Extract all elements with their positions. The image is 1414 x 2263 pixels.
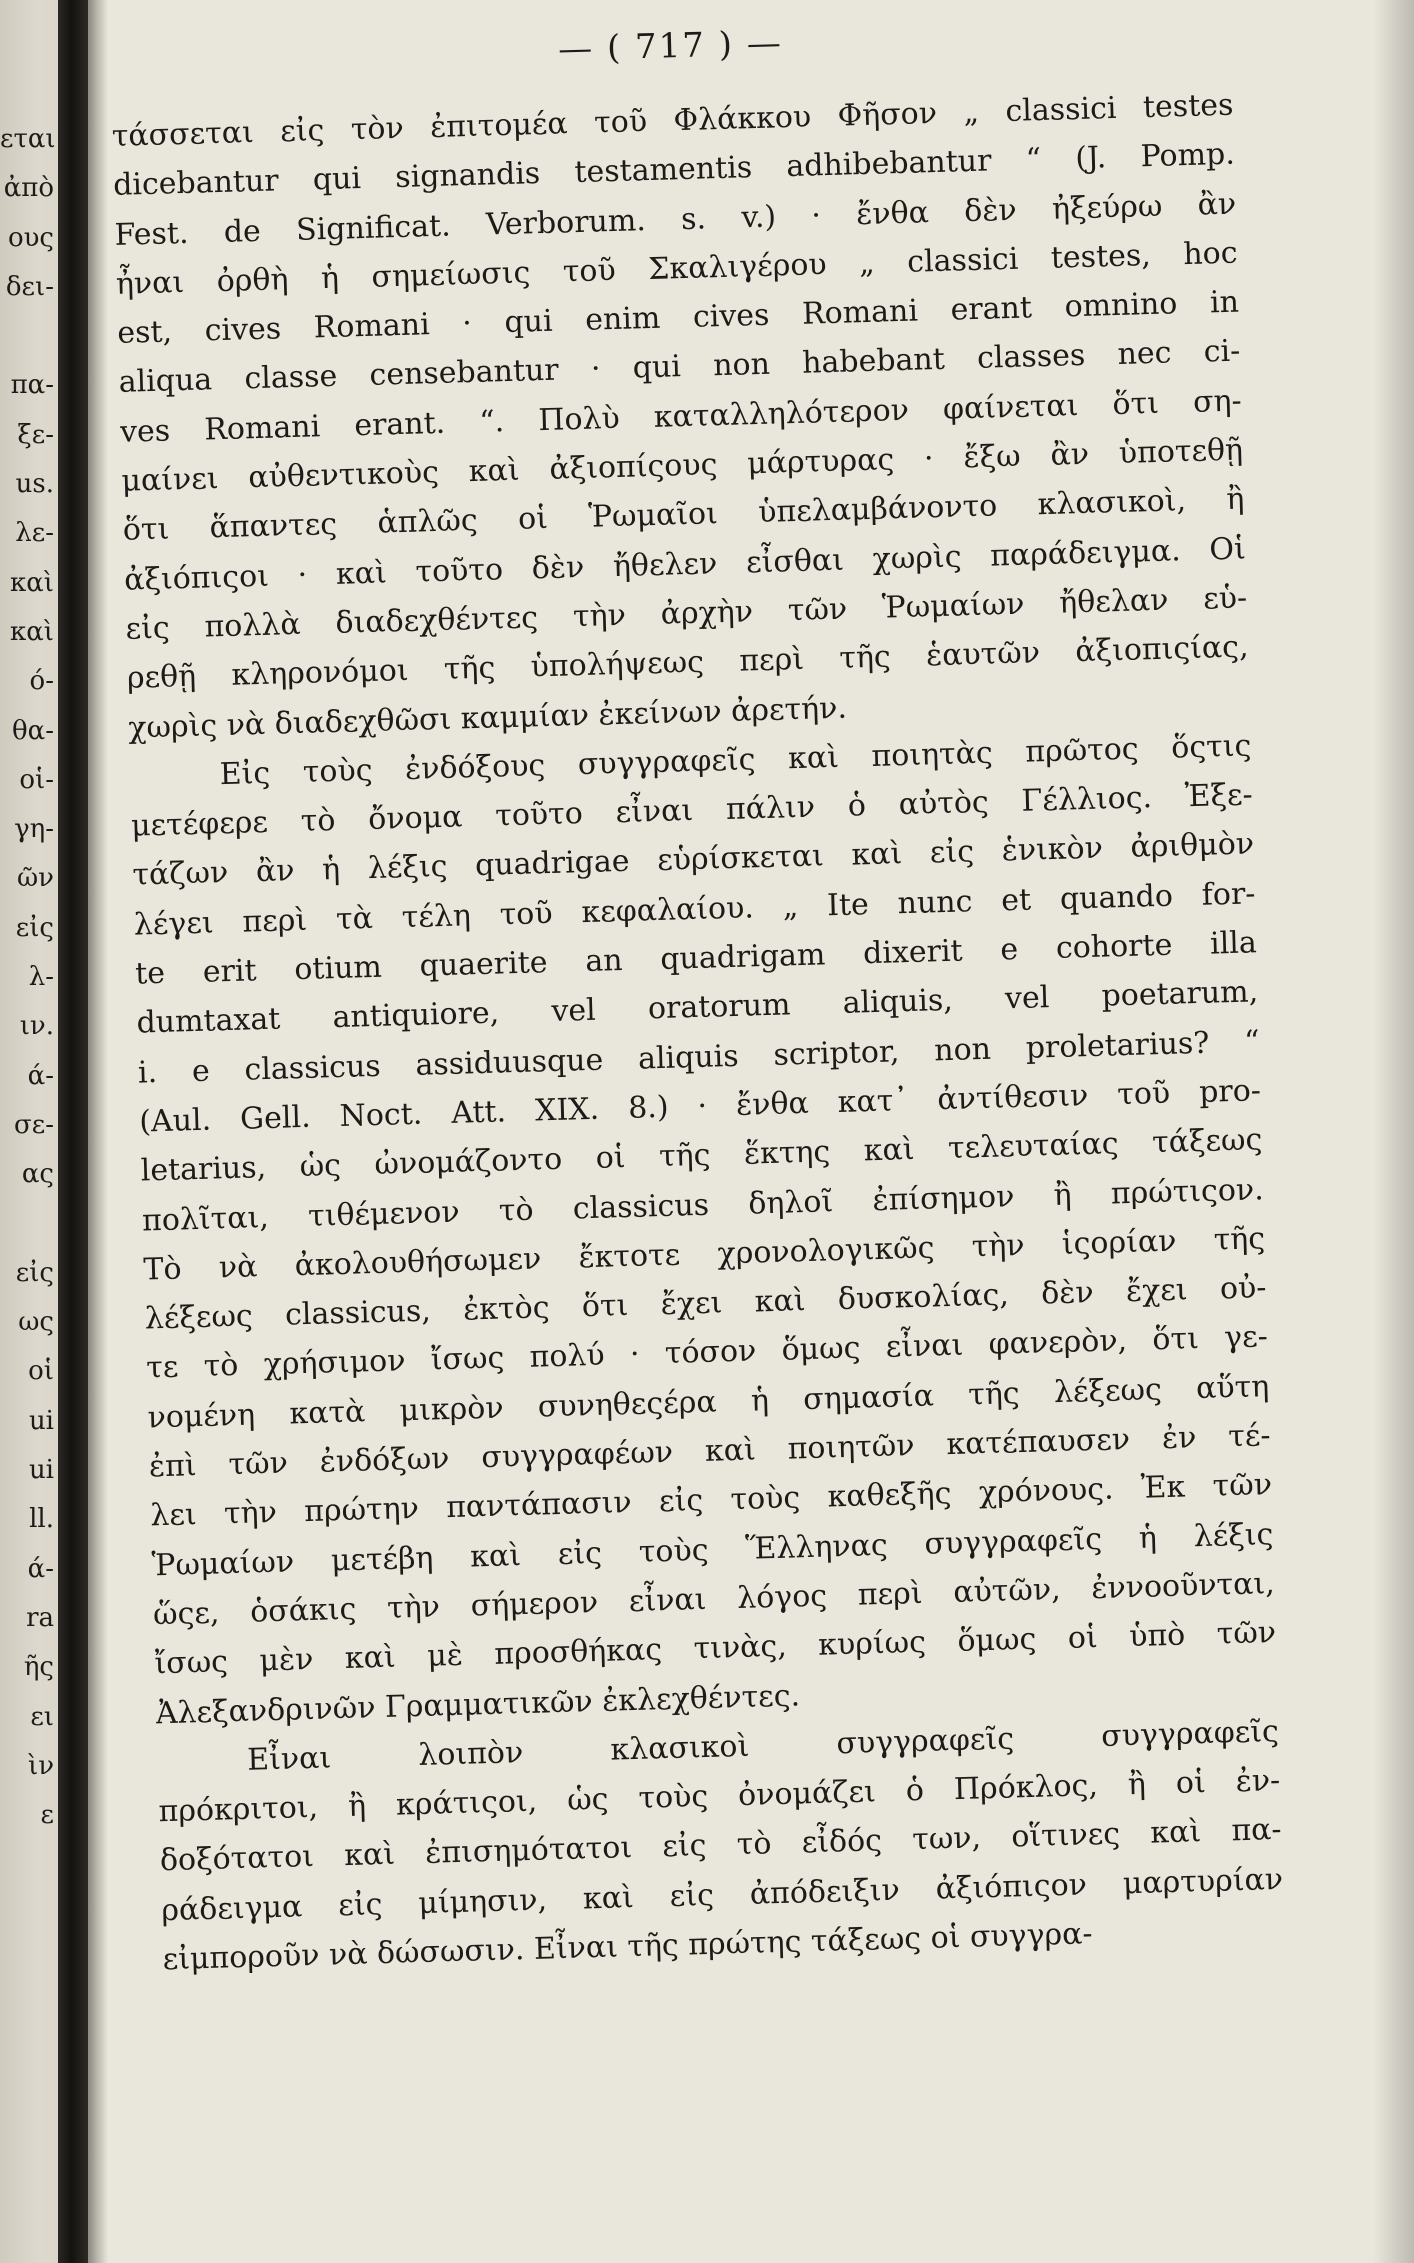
- prev-page-fragment: εἰς: [15, 1257, 54, 1288]
- text-line: ὥςε, ὁσάκις τὴν σήμερον εἶναι λόγος περὶ αὐτῶν, ἐννοοῦνται,: [152, 1565, 1276, 1633]
- text-line: (Aul. Gell. Noct. Att. XIX. 8.) · ἔνθα κατ᾽ ἀντίθεσιν τοῦ pro-: [138, 1073, 1262, 1140]
- text-line: Ῥωμαίων μετέβη καὶ εἰς τοὺς Ἕλληνας συγγραφεῖς ἡ λέξις: [151, 1516, 1274, 1583]
- prev-page-fragment: οἱ: [28, 1356, 54, 1387]
- page-717: [108, 0, 1293, 2262]
- prev-page-fragment: ἀπὸ: [3, 173, 54, 204]
- prev-page-fragment: ό-: [29, 666, 54, 697]
- prev-page-fragment: us.: [15, 469, 54, 500]
- text-line: λέξεως classicus, ἐκτὸς ὅτι ἔχει καὶ δυσκολίας, δὲν ἔχει οὐ-: [144, 1270, 1267, 1337]
- text-line: Εἰς τοὺς ἐνδόξους συγγραφεῖς καὶ ποιητὰς πρῶτος ὅςτις: [219, 728, 1252, 793]
- text-line: dumtaxat antiquiore, vel oratorum aliquis, vel poetarum,: [136, 974, 1259, 1041]
- prev-page-fragment: ας: [21, 1159, 54, 1190]
- prev-page-fragment: καὶ: [9, 616, 54, 647]
- text-line: λέγει περὶ τὰ τέλη τοῦ κεφαλαίου. „ Ite nunc et quando for-: [133, 876, 1256, 943]
- text-line: ἴσως μὲν καὶ μὲ προσθήκας τινὰς, κυρίως ὅμως οἱ ὑπὸ τῶν: [153, 1615, 1277, 1682]
- text-line: μαίνει αὐθεντικοὺς καὶ ἀξιοπίςους μάρτυρας · ἔξω ἂν ὑποτεθῇ: [120, 432, 1244, 499]
- prev-page-fragment: εἰς: [15, 912, 54, 943]
- prev-page-fragment: [0, 1200, 56, 1249]
- prev-page-fragment: λ-: [28, 962, 54, 993]
- text-line: Ἀλεξανδρινῶν Γραμματικῶν ἐκλεχθέντες.: [155, 1677, 801, 1731]
- prev-page-fragment: γη-: [14, 814, 54, 845]
- text-line: ὅτι ἅπαντες ἁπλῶς οἱ Ῥωμαῖοι ὑπελαμβάνοντο κλασικοὶ, ἢ: [122, 481, 1245, 549]
- text-line: εἰς πολλὰ διαδεχθέντες τὴν ἀρχὴν τῶν Ῥωμαίων ἤθελαν εὑ-: [125, 580, 1248, 647]
- text-line: πρόκριτοι, ἢ κράτιςοι, ὡς τοὺς ὀνομάζει ὁ Πρόκλος, ἢ οἱ ἐν-: [158, 1763, 1281, 1830]
- prev-page-fragment: ξε-: [17, 419, 54, 450]
- gutter-shadow: [88, 0, 108, 2263]
- prev-page-fragment: ll.: [29, 1504, 54, 1535]
- text-line: est, cives Romani · qui enim cives Romani erant omnino in: [116, 284, 1240, 352]
- text-line: letarius, ὡς ὠνομάζοντο οἱ τῆς ἕκτης καὶ τελευταίας τάξεως: [140, 1122, 1263, 1189]
- prev-page-fragment: δει-: [5, 271, 54, 302]
- text-line: Fest. de Significat. Verborum. s. v.) · ἔνθα δὲν ἠξεύρω ἂν: [114, 186, 1237, 253]
- text-line: Τὸ νὰ ἀκολουθήσωμεν ἔκτοτε χρονολογικῶς τὴν ἱςορίαν τῆς: [142, 1221, 1266, 1288]
- text-line: τε τὸ χρήσιμον ἴσως πολύ · τόσον ὅμως εἶναι φανερὸν, ὅτι γε-: [145, 1319, 1269, 1386]
- book-gutter: [58, 0, 88, 2263]
- prev-page-fragment: ει: [30, 1701, 54, 1732]
- text-line: νομένη κατὰ μικρὸν συνηθεςέρα ἡ σημασία τῆς λέξεως αὕτη: [147, 1368, 1270, 1436]
- text-line: aliqua classe censebantur · qui non habebant classes nec ci-: [118, 334, 1241, 401]
- text-line: ves Romani erant. “. Πολὺ καταλληλότερον φαίνεται ὅτι ση-: [119, 383, 1243, 450]
- body-text: [111, 81, 1285, 1985]
- text-line: dicebantur qui signandis testamentis adhibebantur “ (J. Pomp.: [112, 136, 1236, 204]
- text-line: χωρὶς νὰ διαδεχθῶσι καμμίαν ἐκείνων ἀρετήν.: [127, 690, 848, 746]
- prev-page-fragment: ως: [18, 1307, 54, 1338]
- text-line: τάσσεται εἰς τὸν ἐπιτομέα τοῦ Φλάκκου Φῆσον „ classici testes: [111, 87, 1234, 154]
- prev-page-fragment: ιν.: [19, 1011, 54, 1042]
- prev-page-fragment: ui: [28, 1405, 54, 1436]
- prev-page-fragment: λε-: [15, 518, 54, 549]
- text-line: πολῖται, τιθέμενον τὸ classicus δηλοῖ ἐπίσημον ἢ πρώτιςον.: [141, 1171, 1265, 1239]
- text-line: δοξότατοι καὶ ἐπισημότατοι εἰς τὸ εἶδός των, οἵτινες καὶ πα-: [159, 1812, 1283, 1879]
- prev-page-fragment: ους: [7, 222, 54, 253]
- prev-page-fragment: ά-: [27, 1060, 54, 1091]
- prev-page-fragment: σε-: [13, 1109, 54, 1140]
- prev-page-fragment: ῶν: [16, 863, 54, 894]
- right-margin-shadow: [1374, 0, 1414, 2263]
- prev-page-fragment: καὶ: [9, 567, 54, 598]
- text-line: te erit otium quaerite an quadrigam dixerit e cohorte illa: [134, 925, 1258, 992]
- prev-page-fragment: ῆς: [23, 1652, 54, 1683]
- prev-page-fragment: [0, 312, 56, 361]
- prev-page-fragment: ά-: [27, 1553, 54, 1584]
- text-line: ρεθῇ κληρονόμοι τῆς ὑπολήψεως περὶ τῆς ἑαυτῶν ἀξιοπιςίας,: [126, 629, 1250, 696]
- text-line: τάζων ἂν ἡ λέξις quadrigae εὑρίσκεται καὶ εἰς ἑνικὸν ἀριθμὸν: [131, 826, 1255, 894]
- text-line: i. e classicus assiduusque aliquis scriptor, non proletarius? “: [137, 1023, 1261, 1091]
- text-line: ράδειγμα εἰς μίμησιν, καὶ εἰς ἀπόδειξιν ἀξιόπιςον μαρτυρίαν: [160, 1861, 1284, 1928]
- prev-page-fragment: ε: [40, 1800, 54, 1831]
- text-line: ἀξιόπιςοι · καὶ τοῦτο δὲν ἤθελεν εἶσθαι χωρὶς παράδειγμα. Οἱ: [123, 531, 1247, 598]
- text-line: μετέφερε τὸ ὄνομα τοῦτο εἶναι πάλιν ὁ αὐτὸς Γέλλιος. Ἐξε-: [130, 777, 1254, 844]
- text-line: ἦναι ὀρθὴ ἡ σημείωσις τοῦ Σκαλιγέρου „ classici testes, hoc: [115, 235, 1238, 302]
- text-line: εἰμποροῦν νὰ δώσωσιν. Εἶναι τῆς πρώτης τάξεως οἱ συγγρα-: [162, 1916, 1093, 1978]
- page-header: — ( 717 ) —: [557, 23, 784, 70]
- prev-page-fragment: εται: [0, 124, 56, 154]
- prev-page-fragment: πα-: [10, 370, 54, 401]
- previous-page-text-fragments: [0, 115, 56, 1840]
- text-line: λει τὴν πρώτην παντάπασιν εἰς τοὺς καθεξῆς χρόνους. Ἐκ τῶν: [149, 1467, 1273, 1534]
- prev-page-fragment: ra: [26, 1602, 54, 1633]
- text-line: Εἶναι λοιπὸν κλασικοὶ συγγραφεῖς συγγραφεῖς: [246, 1713, 1280, 1778]
- prev-page-fragment: οἱ-: [19, 764, 54, 795]
- prev-page-fragment: ὶν: [28, 1750, 54, 1781]
- prev-page-fragment: θα-: [12, 715, 54, 746]
- text-line: ἐπὶ τῶν ἐνδόξων συγγραφέων καὶ ποιητῶν κατέπαυσεν ἐν τέ-: [148, 1418, 1272, 1485]
- prev-page-fragment: ui: [28, 1455, 54, 1486]
